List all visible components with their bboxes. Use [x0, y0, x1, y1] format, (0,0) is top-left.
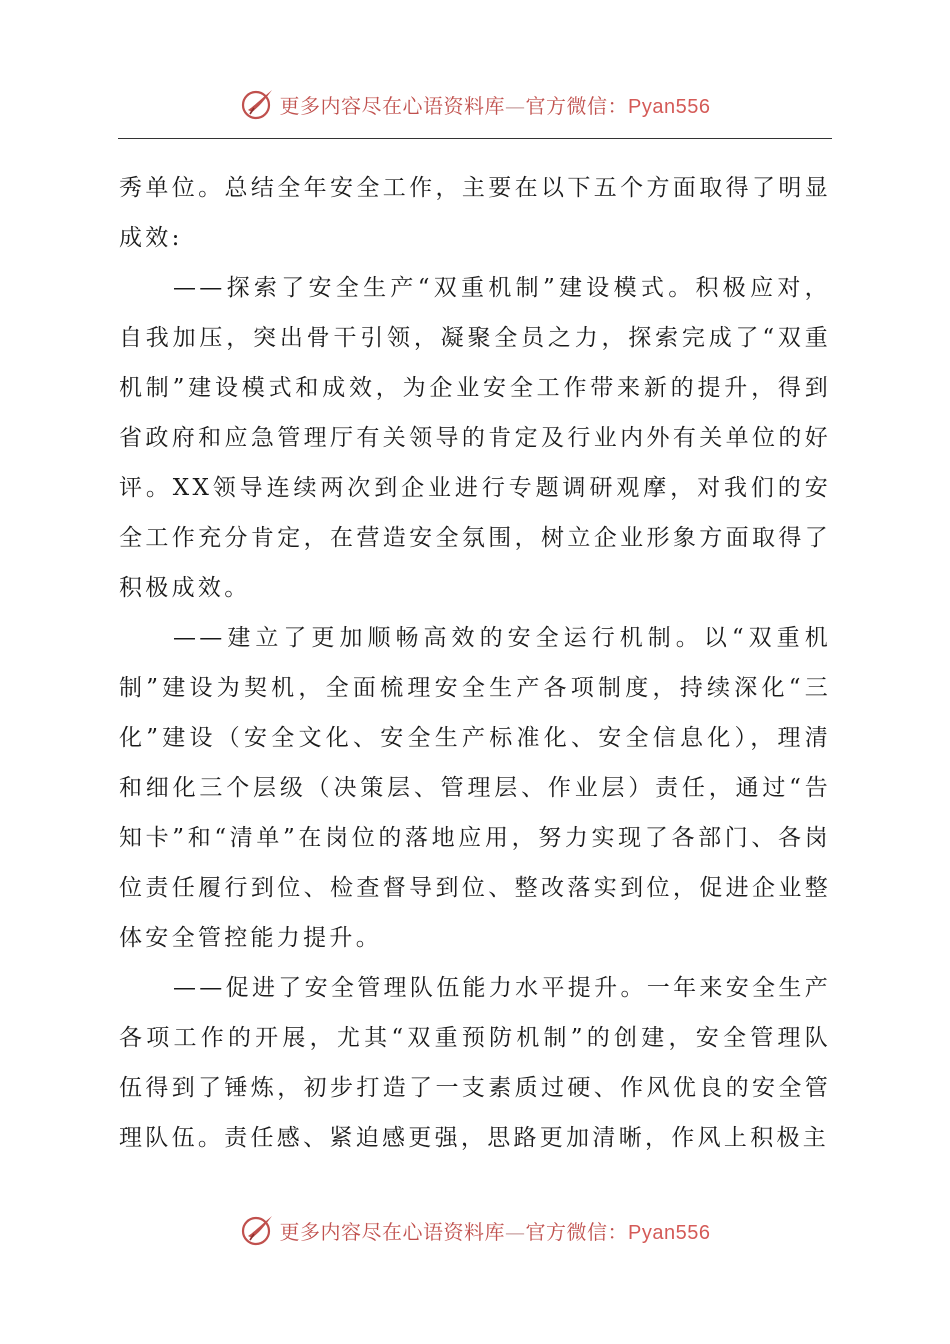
header-banner [0, 84, 950, 124]
footer-banner-text [280, 1216, 711, 1245]
quill-pen-logo-icon [240, 86, 276, 122]
header-divider [118, 138, 832, 139]
header-banner-wechat: 官方微信： [525, 93, 629, 118]
footer-banner-main: 更多内容尽在心语资料库 [279, 1219, 506, 1244]
paragraph-continuation: 秀单位。总结全年安全工作，主要在以下五个方面取得了明显成效: [119, 175, 831, 251]
paragraph-double-mechanism: ——探索了安全生产“双重机制”建设模式。积极应对，自我加压，突出骨干引领，凝聚全员之力，探索完成了“双重机制”建设模式和成效，为企业安全工作带来新的提升，得到省政府和应急管理厅有关领导的肯定及行业内外有关单位的好评。XX领导连续两次到企业进行专题调研观摩，对我们的安全工作充分肯定，在营造安全氛围，树立企业形象方面取得了积极成效。 [119, 275, 831, 601]
header-banner-id: Pyan556 [628, 95, 711, 118]
footer-banner-dash: — [505, 1219, 526, 1244]
header-banner-main: 更多内容尽在心语资料库 [279, 93, 506, 118]
footer-banner-id: Pyan556 [628, 1221, 711, 1244]
footer-banner [0, 1210, 950, 1250]
document-body [119, 163, 831, 1163]
header-banner-text [280, 90, 711, 119]
paragraph-team-capability: ——促进了安全管理队伍能力水平提升。一年来安全生产各项工作的开展，尤其“双重预防机制”的创建，安全管理队伍得到了锤炼，初步打造了一支素质过硬、作风优良的安全管理队伍。责任感、紧迫感更强，思路更加清晰，作风上积极主 [119, 975, 831, 1151]
quill-pen-logo-icon [240, 1212, 276, 1248]
footer-banner-wechat: 官方微信： [525, 1219, 629, 1244]
header-banner-dash: — [505, 93, 526, 118]
paragraph-operation-mechanism: ——建立了更加顺畅高效的安全运行机制。以“双重机制”建设为契机，全面梳理安全生产各项制度，持续深化“三化”建设（安全文化、安全生产标准化、安全信息化），理清和细化三个层级（决策层、管理层、作业层）责任，通过“告知卡”和“清单”在岗位的落地应用，努力实现了各部门、各岗位责任履行到位、检查督导到位、整改落实到位，促进企业整体安全管控能力提升。 [119, 625, 831, 951]
